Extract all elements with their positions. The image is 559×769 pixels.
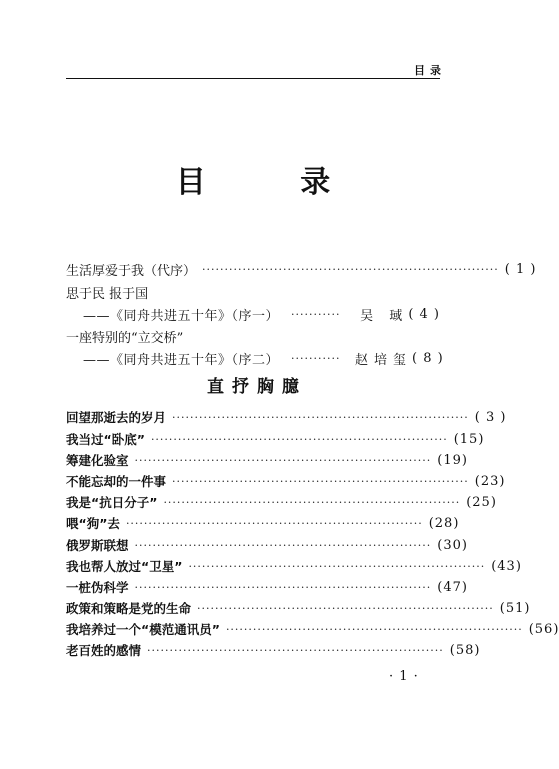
entry-title: 我是“抗日分子” — [66, 495, 158, 510]
header-rule — [66, 78, 440, 79]
entry-page: (23) — [474, 473, 506, 489]
entry-page: (47) — [437, 579, 468, 595]
dot-leader: ·································································· — [150, 432, 448, 446]
toc-entry[interactable] — [66, 641, 481, 659]
entry-page: ( 4 ) — [408, 306, 440, 322]
entry-page: ( 8 ) — [412, 350, 444, 366]
dot-leader: ·································································· — [125, 516, 423, 530]
running-head: 目录 — [414, 64, 446, 77]
dot-leader: ·································································· — [147, 643, 444, 657]
toc-entry[interactable] — [66, 578, 468, 596]
dot-leader: ·································································· — [197, 601, 494, 615]
entry-page: (58) — [449, 642, 481, 658]
entry-title: 生活厚爱于我（代序） — [66, 263, 197, 279]
section-heading: 直抒胸臆 — [207, 377, 307, 397]
toc-entry[interactable] — [66, 493, 497, 511]
entry-title: 我培养过一个“模范通讯员” — [66, 622, 220, 637]
entry-subtitle: ——《同舟共进五十年》（序一） — [83, 308, 280, 324]
entry-title: 一座特别的“立交桥” — [66, 330, 184, 346]
dot-leader: ·································································· — [202, 262, 499, 276]
entry-page: (15) — [453, 431, 485, 447]
entry-page: (19) — [437, 452, 468, 468]
toc-entry[interactable] — [83, 349, 444, 368]
entry-page: (56) — [528, 621, 559, 637]
dot-leader: ·································································· — [134, 580, 432, 594]
entry-author: 赵培玺 — [355, 352, 413, 368]
entry-title: 俄罗斯联想 — [66, 538, 129, 553]
toc-entry[interactable] — [66, 472, 506, 490]
toc-entry[interactable] — [66, 408, 507, 426]
dot-leader: ·································································· — [172, 410, 469, 424]
toc-entry[interactable] — [66, 536, 468, 554]
toc-entry[interactable] — [66, 514, 460, 532]
dot-leader: ·································································· — [134, 538, 432, 552]
dot-leader: ·································································· — [134, 453, 432, 467]
entry-author: 吴 琙 — [360, 308, 409, 324]
dot-leader: ··········· — [291, 307, 341, 321]
entry-page: (28) — [428, 515, 460, 531]
toc-entry[interactable] — [66, 599, 531, 617]
toc-entry[interactable] — [66, 620, 559, 638]
dot-leader: ·································································· — [163, 495, 461, 509]
entry-page: ( 3 ) — [474, 409, 507, 425]
entry-title: 筹建化验室 — [66, 453, 129, 468]
page-title: 目 录 — [175, 165, 373, 200]
entry-page: (25) — [466, 494, 497, 510]
entry-title: 不能忘却的一件事 — [66, 474, 167, 489]
entry-title: 政策和策略是党的生命 — [66, 601, 192, 616]
toc-entry[interactable] — [66, 260, 537, 279]
toc-entry[interactable] — [66, 283, 440, 301]
toc-entry[interactable] — [66, 557, 522, 575]
toc-entry[interactable] — [66, 327, 440, 345]
dot-leader: ·································································· — [225, 622, 523, 636]
entry-subtitle: ——《同舟共进五十年》（序二） — [83, 352, 280, 368]
entry-title: 回望那逝去的岁月 — [66, 410, 167, 425]
dot-leader: ··········· — [291, 351, 341, 365]
entry-page: ( 1 ) — [504, 261, 537, 277]
entry-page: (51) — [499, 600, 531, 616]
entry-title: 我也帮人放过“卫星” — [66, 559, 183, 574]
page-number: · 1 · — [389, 669, 419, 684]
entry-title: 我当过“卧底” — [66, 432, 145, 447]
entry-title: 喂“狗”去 — [66, 516, 120, 531]
toc-entry[interactable] — [66, 430, 485, 448]
entry-title: 老百姓的感情 — [66, 643, 142, 658]
entry-page: (30) — [437, 537, 468, 553]
toc-entry[interactable] — [83, 305, 440, 323]
entry-title: 思于民 报于国 — [66, 286, 149, 302]
entry-page: (43) — [491, 558, 522, 574]
entry-title: 一桩伪科学 — [66, 580, 129, 595]
dot-leader: ·································································· — [172, 474, 469, 488]
toc-entry[interactable] — [66, 451, 468, 469]
dot-leader: ·································································· — [188, 559, 486, 573]
